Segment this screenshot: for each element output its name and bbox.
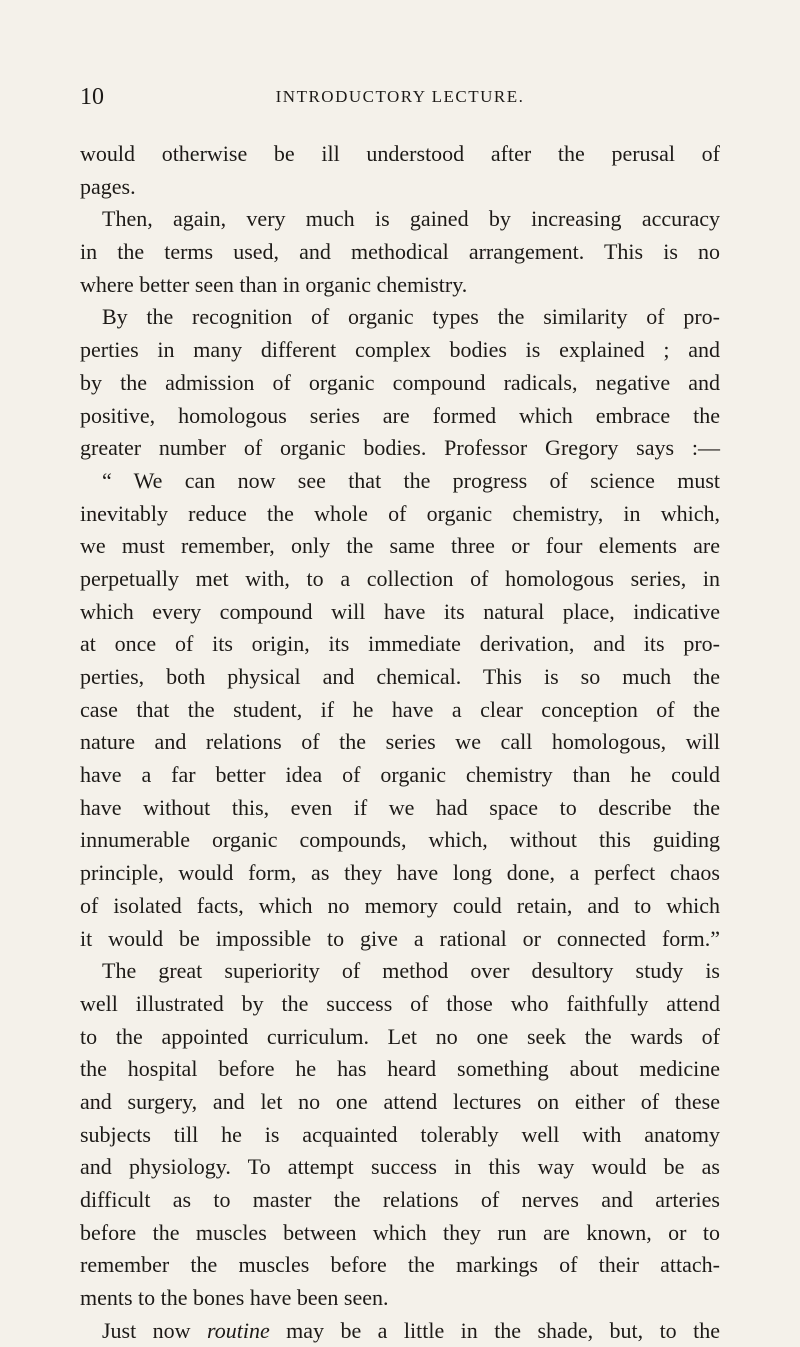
text-line: case that the student, if he have a clear conception of the — [80, 696, 720, 722]
text-line: By the recognition of organic types the similarity of pro- — [102, 304, 720, 330]
text-line: have a far better idea of organic chemistry than he could — [80, 762, 720, 788]
text-line: which every compound will have its natural place, indicative — [80, 598, 720, 624]
text-line: pages. — [80, 173, 136, 199]
text-line: before the muscles between which they run are known, or to — [80, 1219, 720, 1245]
text-line: The great superiority of method over desultory study is — [102, 958, 720, 984]
text-line: we must remember, only the same three or four elements are — [80, 533, 720, 559]
text-line: it would be impossible to give a rational or connected form.” — [80, 925, 720, 951]
text-line: “ We can now see that the progress of science must — [102, 467, 720, 493]
text-line: principle, would form, as they have long done, a perfect chaos — [80, 860, 720, 886]
text-line: perties, both physical and chemical. This is so much the — [80, 664, 720, 689]
text-line: have without this, even if we had space to describe the — [80, 794, 720, 820]
running-head: INTRODUCTORY LECTURE. — [275, 87, 525, 106]
text-line: of isolated facts, which no memory could retain, and to which — [80, 892, 720, 918]
text-line: perpetually met with, to a collection of homologous series, in — [80, 565, 720, 591]
text-line: would otherwise be ill understood after the perusal of — [80, 141, 720, 166]
text-line: Then, again, very much is gained by increasing accuracy — [102, 206, 720, 232]
text-line: where better seen than in organic chemistry. — [80, 271, 468, 297]
text-line: well illustrated by the success of those who faithfully attend — [80, 990, 720, 1016]
italic-word: routine — [207, 1317, 270, 1343]
text-line: ments to the bones have been seen. — [80, 1285, 389, 1311]
text-line: subjects till he is acquainted tolerably well with anatomy — [80, 1121, 720, 1147]
text-line: at once of its origin, its immediate derivation, and its pro- — [80, 631, 720, 657]
text-line: in the terms used, and methodical arrangement. This is no — [80, 239, 720, 265]
text-line: and surgery, and let no one attend lectures on either of these — [80, 1088, 720, 1114]
text-line: and physiology. To attempt success in this way would be as — [80, 1154, 720, 1180]
page-number: 10 — [80, 84, 104, 110]
body-text — [80, 138, 720, 1347]
text-line: perties in many different complex bodies is explained ; and — [80, 337, 720, 363]
last-line-start: Just now — [102, 1317, 207, 1343]
text-line: innumerable organic compounds, which, without this guiding — [80, 827, 720, 853]
text-line: the hospital before he has heard something about medicine — [80, 1056, 720, 1082]
text-line: to the appointed curriculum. Let no one seek the wards of — [80, 1023, 720, 1049]
text-line: by the admission of organic compound radicals, negative and — [80, 369, 720, 395]
text-line: inevitably reduce the whole of organic chemistry, in which, — [80, 500, 720, 526]
text-line: nature and relations of the series we call homologous, will — [80, 729, 720, 755]
text-line: remember the muscles before the markings of their attach- — [80, 1252, 720, 1278]
text-line: positive, homologous series are formed which embrace the — [80, 402, 720, 428]
last-line-end: may be a little in the shade, but, to the — [269, 1317, 720, 1343]
text-line-last — [80, 1315, 720, 1347]
text-line: difficult as to master the relations of nerves and arteries — [80, 1187, 720, 1212]
text-line: greater number of organic bodies. Professor Gregory says :— — [80, 435, 720, 461]
page-header — [80, 84, 720, 114]
